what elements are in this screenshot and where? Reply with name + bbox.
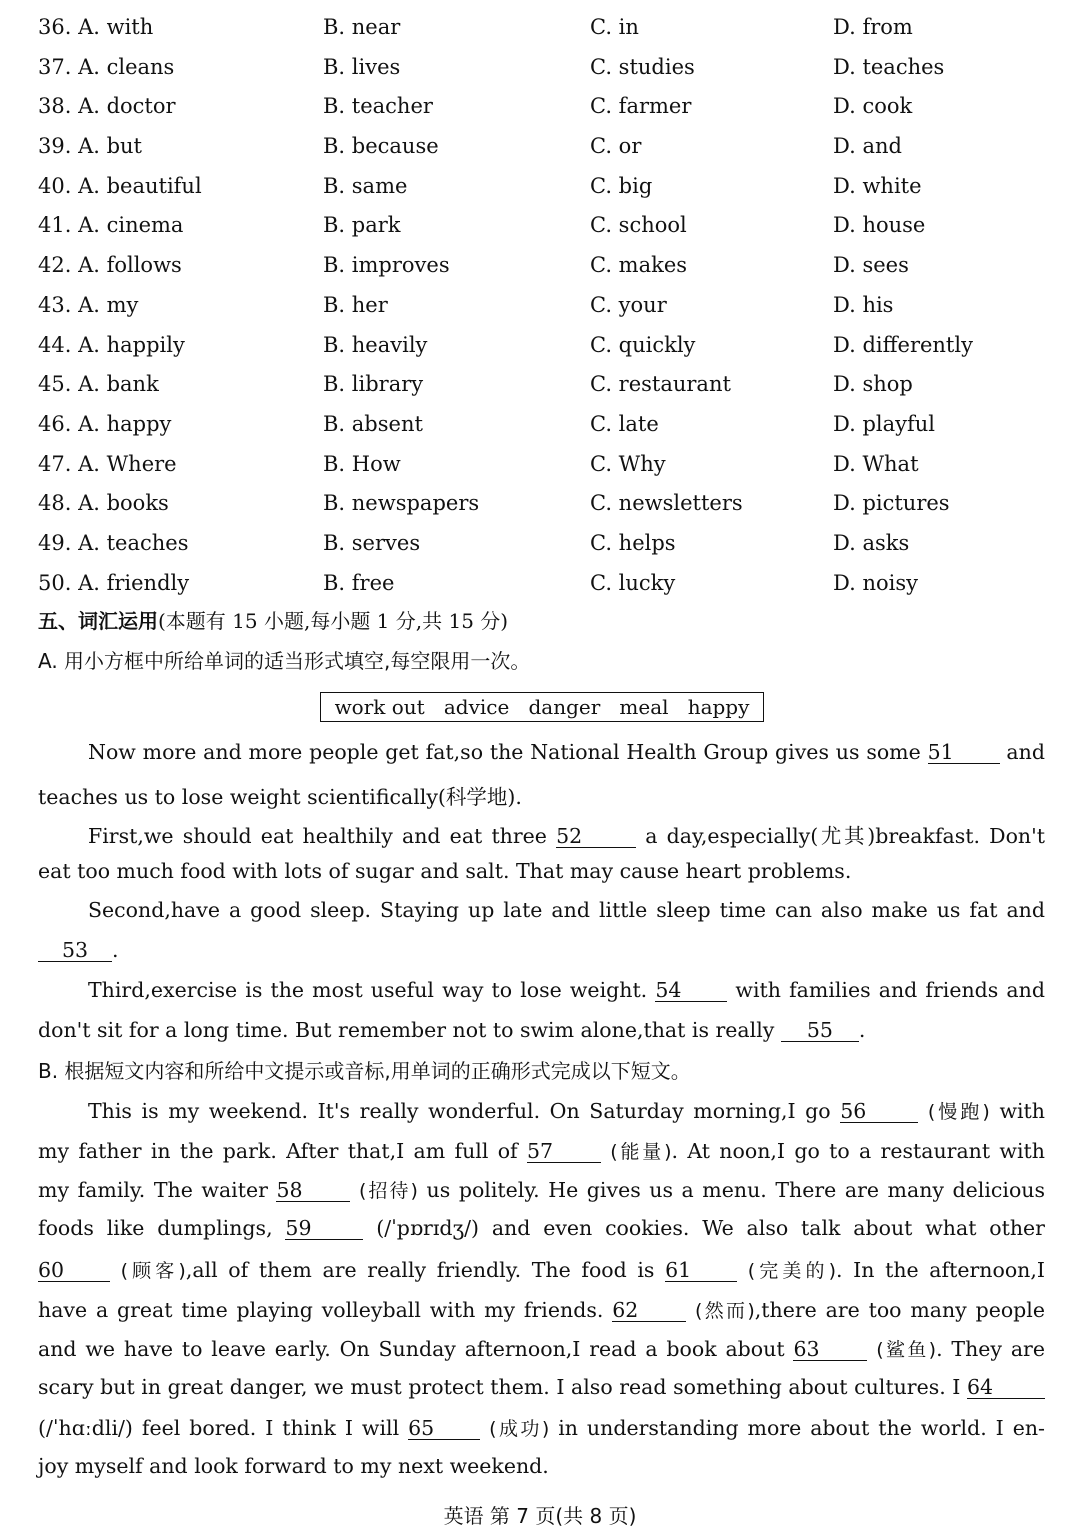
option-a: 40. A. beautiful xyxy=(38,173,202,198)
passage-b-line: foods like dumplings, 59 (/ˈpɒrɪdʒ/) and even cookies. We also talk about what other xyxy=(38,1216,1045,1240)
option-row xyxy=(38,8,1048,48)
blank-57[interactable]: 57 xyxy=(527,1140,601,1163)
option-a: 39. A. but xyxy=(38,134,142,159)
blank-51[interactable]: 51 xyxy=(928,741,1000,764)
option-a: 44. A. happily xyxy=(38,332,185,357)
part-a-instruction: A. 用小方框中所给单词的适当形式填空,每空限用一次。 xyxy=(38,649,531,673)
option-c: C. restaurant xyxy=(590,372,731,397)
option-row xyxy=(38,286,1048,326)
blank-52[interactable]: 52 xyxy=(556,825,636,848)
option-a: 37. A. cleans xyxy=(38,54,175,79)
option-c: C. studies xyxy=(590,54,695,79)
option-row xyxy=(38,246,1048,286)
word-option: meal xyxy=(619,695,669,719)
option-a: 36. A. with xyxy=(38,15,154,39)
option-c: C. your xyxy=(590,292,667,317)
option-c: C. school xyxy=(590,213,687,238)
option-c: C. in xyxy=(590,15,639,39)
passage-a-line: Second,have a good sleep. Staying up late and little sleep time can also make us fat and xyxy=(88,898,1045,922)
option-b: B. because xyxy=(323,134,439,159)
option-c: C. quickly xyxy=(590,332,696,357)
option-c: C. farmer xyxy=(590,94,692,119)
option-row xyxy=(38,326,1048,366)
blank-64[interactable]: 64 xyxy=(967,1376,1045,1399)
option-row xyxy=(38,445,1048,485)
word-option: work out xyxy=(334,695,425,719)
passage-b-line: and we have to leave early. On Sunday afternoon,I read a book about 63 (鲨鱼). They are xyxy=(38,1337,1045,1361)
hint-57: (能量) xyxy=(610,1141,672,1163)
passage-a-line: Third,exercise is the most useful way to lose weight. 54 with families and friends and xyxy=(88,978,1045,1002)
option-b: B. heavily xyxy=(323,332,428,357)
option-a: 46. A. happy xyxy=(38,411,172,436)
section-note: (本题有 15 小题,每小题 1 分,共 15 分) xyxy=(158,609,509,633)
option-a: 50. A. friendly xyxy=(38,570,190,595)
option-b: B. her xyxy=(323,292,388,317)
option-b: B. absent xyxy=(323,411,423,436)
option-c: C. or xyxy=(590,134,642,159)
passage-b-line: joy myself and look forward to my next weekend. xyxy=(38,1454,549,1478)
hint-56: (慢跑) xyxy=(927,1101,990,1123)
hint-63: (鲨鱼) xyxy=(876,1339,937,1361)
option-b: B. library xyxy=(323,372,424,397)
option-d: D. white xyxy=(833,173,922,198)
blank-56[interactable]: 56 xyxy=(840,1100,918,1123)
hint-60: (顾客) xyxy=(120,1260,186,1282)
blank-63[interactable]: 63 xyxy=(793,1338,867,1361)
option-c: C. newsletters xyxy=(590,491,743,516)
blank-61[interactable]: 61 xyxy=(665,1259,737,1282)
option-d: D. teaches xyxy=(833,54,945,79)
option-a: 49. A. teaches xyxy=(38,530,189,555)
section-title: 五、词汇运用(本题有 15 小题,每小题 1 分,共 15 分) xyxy=(38,609,509,633)
option-d: D. his xyxy=(833,292,894,317)
option-d: D. asks xyxy=(833,530,910,555)
option-row xyxy=(38,365,1048,405)
option-d: D. noisy xyxy=(833,570,918,595)
option-a: 45. A. bank xyxy=(38,372,159,397)
option-b: B. teacher xyxy=(323,94,433,119)
option-row xyxy=(38,127,1048,167)
passage-a-line: 53 . xyxy=(38,938,119,962)
option-b: B. improves xyxy=(323,253,450,278)
option-b: B. newspapers xyxy=(323,491,480,516)
option-row xyxy=(38,484,1048,524)
hint-65: (成功) xyxy=(489,1418,550,1440)
option-d: D. shop xyxy=(833,372,913,397)
option-b: B. same xyxy=(323,173,408,198)
blank-55[interactable]: 55 xyxy=(781,1019,859,1042)
option-c: C. makes xyxy=(590,253,688,278)
page-footer: 英语 第 7 页(共 8 页) xyxy=(443,1504,637,1528)
option-a: 38. A. doctor xyxy=(38,94,176,119)
option-row xyxy=(38,206,1048,246)
option-d: D. and xyxy=(833,134,902,159)
multiple-choice-options xyxy=(38,8,1048,603)
hint-62: (然而) xyxy=(695,1300,755,1322)
passage-b-line: scary but in great danger, we must protect them. I also read something about cultures. I 64 xyxy=(38,1375,1045,1399)
option-b: B. free xyxy=(323,570,395,595)
option-c: C. late xyxy=(590,411,659,436)
option-b: B. serves xyxy=(323,530,421,555)
blank-59[interactable]: 59 xyxy=(285,1217,363,1240)
word-box xyxy=(320,692,764,722)
hint-58: (招待) xyxy=(359,1180,418,1202)
word-option: happy xyxy=(687,695,750,719)
option-c: C. lucky xyxy=(590,570,676,595)
option-row xyxy=(38,87,1048,127)
blank-53[interactable]: 53 xyxy=(38,939,112,962)
option-b: B. lives xyxy=(323,54,401,79)
blank-62[interactable]: 62 xyxy=(612,1299,686,1322)
option-a: 47. A. Where xyxy=(38,451,177,476)
passage-b-line: my family. The waiter 58 (招待) us politely. He gives us a menu. There are many delicious xyxy=(38,1178,1046,1202)
blank-65[interactable]: 65 xyxy=(408,1417,480,1440)
option-d: D. from xyxy=(833,15,913,39)
passage-b-line: my father in the park. After that,I am full of 57 (能量). At noon,I go to a restaurant with xyxy=(38,1139,1045,1163)
option-b: B. How xyxy=(323,451,401,476)
passage-b-line: This is my weekend. It's really wonderful. On Saturday morning,I go 56 (慢跑) with xyxy=(88,1099,1045,1123)
option-c: C. Why xyxy=(590,451,666,476)
option-row xyxy=(38,405,1048,445)
part-b-instruction: B. 根据短文内容和所给中文提示或音标,用单词的正确形式完成以下短文。 xyxy=(38,1059,691,1083)
option-row xyxy=(38,167,1048,207)
word-option: danger xyxy=(528,695,601,719)
option-a: 48. A. books xyxy=(38,491,169,516)
option-d: D. sees xyxy=(833,253,909,278)
passage-b-line: have a great time playing volleyball with my friends. 62 (然而),there are too many people xyxy=(38,1298,1045,1322)
option-a: 42. A. follows xyxy=(38,253,182,278)
option-d: D. What xyxy=(833,451,919,476)
option-b: B. near xyxy=(323,15,401,39)
passage-a-line: First,we should eat healthily and eat three 52 a day,especially(尤其)breakfast. Don't xyxy=(88,824,1045,848)
blank-54[interactable]: 54 xyxy=(655,979,727,1002)
hint-61: (完美的) xyxy=(747,1260,837,1282)
option-d: D. pictures xyxy=(833,491,950,516)
option-d: D. playful xyxy=(833,411,935,436)
option-b: B. park xyxy=(323,213,401,238)
option-d: D. house xyxy=(833,213,926,238)
hint-59: (/ˈpɒrɪdʒ/) xyxy=(376,1216,479,1240)
passage-a-line: Now more and more people get fat,so the National Health Group gives us some 51 and xyxy=(88,740,1045,764)
passage-b-line: (/ˈhɑːdli/) feel bored. I think I will 65 (成功) in understanding more about the world. I en- xyxy=(38,1416,1045,1440)
passage-a-line: eat too much food with lots of sugar and salt. That may cause heart problems. xyxy=(38,859,852,883)
passage-a-line: don't sit for a long time. But remember not to swim alone,that is really 55 . xyxy=(38,1018,866,1042)
option-a: 43. A. my xyxy=(38,292,139,317)
option-c: C. big xyxy=(590,173,653,198)
word-option: advice xyxy=(443,695,510,719)
option-a: 41. A. cinema xyxy=(38,213,184,238)
option-row xyxy=(38,524,1048,564)
option-row xyxy=(38,48,1048,88)
hint-64: (/ˈhɑːdli/) xyxy=(38,1416,133,1440)
option-d: D. differently xyxy=(833,332,973,357)
option-row xyxy=(38,564,1048,604)
option-d: D. cook xyxy=(833,94,913,119)
blank-60[interactable]: 60 xyxy=(38,1259,110,1282)
passage-a-line: teaches us to lose weight scientifically(科学地). xyxy=(38,785,522,809)
passage-b-line: 60 (顾客),all of them are really friendly. The food is 61 (完美的). In the afternoon,I xyxy=(38,1258,1045,1282)
blank-58[interactable]: 58 xyxy=(276,1179,350,1202)
option-c: C. helps xyxy=(590,530,676,555)
